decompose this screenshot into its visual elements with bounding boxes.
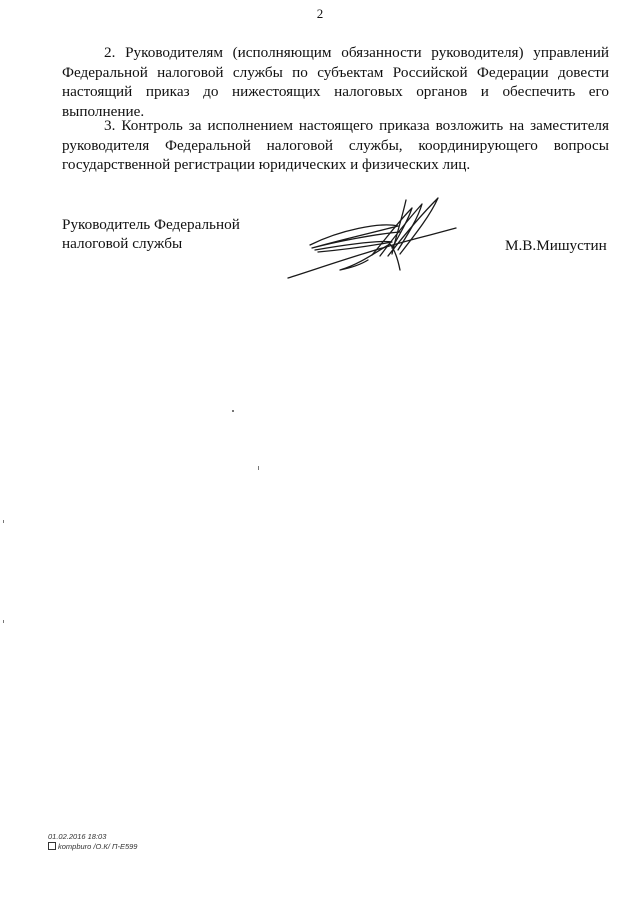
signatory-name: М.В.Мишустин <box>505 237 607 254</box>
footer-reference: kompburo /О.К/ П-Е599 <box>58 841 138 851</box>
page-number: 2 <box>316 6 324 21</box>
scan-speck <box>3 520 4 523</box>
scan-speck <box>232 410 234 412</box>
footer-timestamp: 01.02.2016 18:03 <box>48 832 107 841</box>
handwritten-signature <box>280 190 460 290</box>
document-icon <box>48 842 56 850</box>
paragraph-2: 2. Руководителям (исполняющим обязанности руководителя) управлений Федеральной налоговой службы по субъектам Российской Федерации довести настоящий приказ до нижестоящих налоговых органов и обеспечить его выполнение. <box>62 44 609 120</box>
paragraph-3: 3. Контроль за исполнением настоящего приказа возложить на заместителя руководителя Федеральной налоговой службы, координирующего вопросы государственной регистрации юридических и физических лиц. <box>62 117 609 173</box>
signatory-title-line-1: Руководитель Федеральной <box>62 216 240 233</box>
signatory-title-line-2: налоговой службы <box>62 235 183 252</box>
footer-registration <box>48 832 137 851</box>
scan-speck <box>258 466 259 470</box>
scan-speck <box>3 620 4 623</box>
footer-reference-line <box>48 842 137 852</box>
signatory-title <box>62 215 240 253</box>
